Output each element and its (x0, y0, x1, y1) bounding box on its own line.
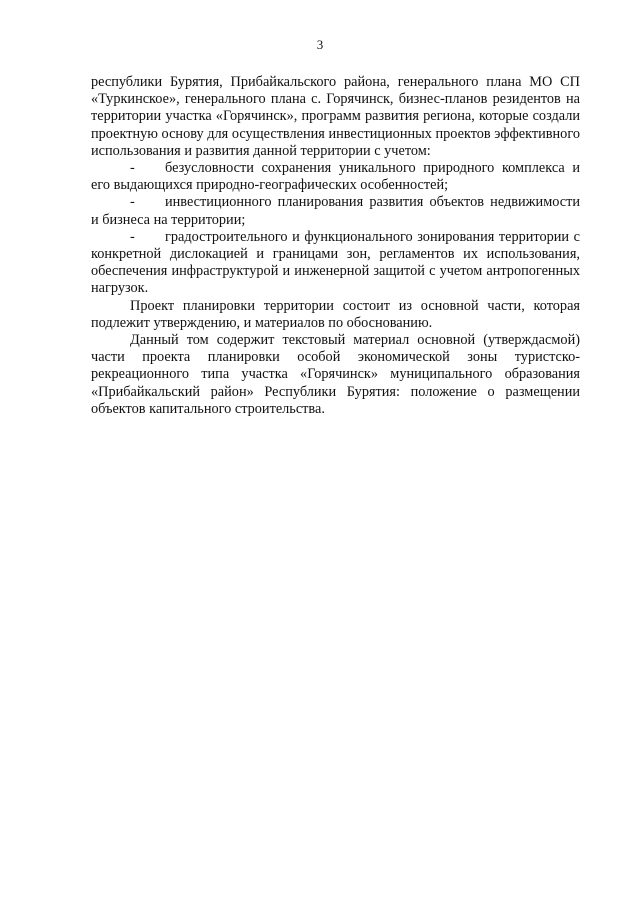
paragraph-project-composition: Проект планировки территории состоит из основной части, которая подлежит утверждению, и материалов по обоснованию. (91, 297, 580, 331)
bullet-item-3-text: градостроительного и функционального зонирования территории с конкретной дислокацией и границами зон, регламентов их использования, обеспечения инфраструктурой и инженерной защитой с учетом антропогенных нагрузок. (91, 228, 580, 297)
document-body (91, 74, 580, 418)
bullet-marker: - (130, 194, 135, 211)
bullet-item-1-text: безусловности сохранения уникального природного комплекса и его выдающихся природно-географических особенностей; (91, 160, 580, 194)
paragraph-intro: республики Бурятия, Прибайкальского района, генерального плана МО СП «Туркинское», генерального плана с. Горячинск, бизнес-планов резидентов на территории участка «Горячинск», программ развития региона, которые создали проектную основу для осуществления инвестиционных проектов эффективного использования и развития данной территории с учетом: (91, 74, 580, 159)
bullet-marker: - (130, 160, 135, 177)
page-number: 3 (316, 37, 324, 52)
bullet-marker: - (130, 228, 135, 245)
bullet-item-2-text: инвестиционного планирования развития объектов недвижимости и бизнеса на территории; (91, 194, 580, 228)
bullet-item-1 (91, 160, 580, 194)
paragraph-volume-description: Данный том содержит текстовый материал основной (утверждасмой) части проекта планировки особой экономической зоны туристско-рекреационного типа участка «Горячинск» муниципального образования «Прибайкальский район» Республики Бурятия: положение о размещении объектов капитального строительства. (91, 332, 580, 417)
bullet-item-3 (91, 229, 580, 298)
bullet-item-2 (91, 194, 580, 228)
